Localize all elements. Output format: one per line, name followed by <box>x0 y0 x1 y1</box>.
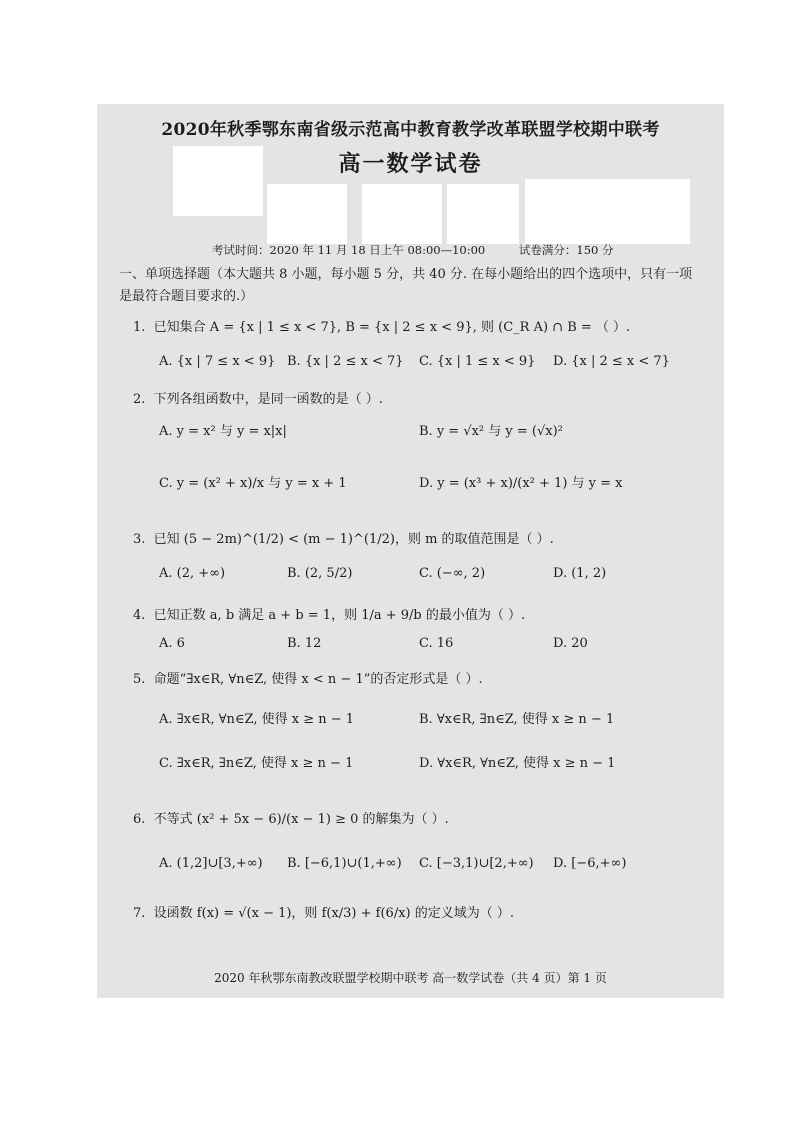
full-score: 试卷满分：150 分 <box>518 243 614 257</box>
option-b[interactable]: B. {x | 2 ≤ x < 7} <box>287 354 404 369</box>
section-heading: 一、单项选择题（本大题共 8 小题，每小题 5 分，共 40 分. 在每小题给出的四个选项中，只有一项是最符合题目要求的.） <box>119 267 693 304</box>
redacted-area <box>447 184 519 244</box>
redacted-area <box>525 179 690 244</box>
question-1: 1. 已知集合 A = {x | 1 ≤ x < 7}, B = {x | 2 ≤ x < 9}, 则 (C_R A) ∩ B = （ ）. <box>133 320 631 335</box>
exam-time: 考试时间：2020 年 11 月 18 日上午 08:00—10:00 <box>212 243 486 257</box>
option-b[interactable]: B. 12 <box>287 636 322 651</box>
exam-title: 2020年秋季鄂东南省级示范高中教育教学改革联盟学校期中联考 <box>161 120 660 140</box>
option-d[interactable]: D. [−6,+∞) <box>553 856 627 871</box>
option-a[interactable]: A. (2, +∞) <box>159 566 226 581</box>
option-c[interactable]: C. {x | 1 ≤ x < 9} <box>419 354 536 369</box>
page-footer: 2020 年秋鄂东南教改联盟学校期中联考 高一数学试卷（共 4 页）第 1 页 <box>214 971 607 985</box>
option-a[interactable]: A. ∃x∈R, ∀n∈Z, 使得 x ≥ n − 1 <box>159 712 355 727</box>
question-2: 2. 下列各组函数中，是同一函数的是（ ）. <box>133 392 383 407</box>
option-d[interactable]: D. {x | 2 ≤ x < 7} <box>553 354 670 369</box>
option-d[interactable]: D. 20 <box>553 636 588 651</box>
question-stem: 下列各组函数中，是同一函数的是（ ）. <box>153 392 383 407</box>
question-stem: 设函数 f(x) = √(x − 1)，则 f(x/3) + f(6/x) 的定义域为（ ）. <box>153 906 514 921</box>
option-d[interactable]: D. y = (x³ + x)/(x² + 1) 与 y = x <box>419 476 623 491</box>
option-b[interactable]: B. (2, 5/2) <box>287 566 353 581</box>
option-c[interactable]: C. [−3,1)∪[2,+∞) <box>419 856 534 871</box>
question-5: 5. 命题“∃x∈R, ∀n∈Z, 使得 x < n − 1”的否定形式是（ ）. <box>133 672 483 687</box>
option-c[interactable]: C. y = (x² + x)/x 与 y = x + 1 <box>159 476 347 491</box>
redacted-area <box>362 184 442 244</box>
option-d[interactable]: D. (1, 2) <box>553 566 607 581</box>
option-b[interactable]: B. y = √x² 与 y = (√x)² <box>419 424 563 439</box>
option-a[interactable]: A. 6 <box>159 636 185 651</box>
option-b[interactable]: B. [−6,1)∪(1,+∞) <box>287 856 402 871</box>
question-stem: 命题“∃x∈R, ∀n∈Z, 使得 x < n − 1”的否定形式是（ ）. <box>153 672 483 687</box>
exam-info <box>212 242 644 258</box>
exam-paper <box>97 104 724 998</box>
redacted-area <box>267 184 347 244</box>
option-a[interactable]: A. {x | 7 ≤ x < 9} <box>159 354 276 369</box>
option-a[interactable]: A. y = x² 与 y = x|x| <box>159 424 287 439</box>
option-c[interactable]: C. (−∞, 2) <box>419 566 486 581</box>
option-d[interactable]: D. ∀x∈R, ∀n∈Z, 使得 x ≥ n − 1 <box>419 756 616 771</box>
question-stem: 已知集合 A = {x | 1 ≤ x < 7}, B = {x | 2 ≤ x < 9}, 则 (C_R A) ∩ B = （ ）. <box>153 320 631 335</box>
exam-subtitle: 高一数学试卷 <box>338 151 483 177</box>
question-4: 4. 已知正数 a, b 满足 a + b = 1，则 1/a + 9/b 的最小值为（ ）. <box>133 608 526 623</box>
question-6: 6. 不等式 (x² + 5x − 6)/(x − 1) ≥ 0 的解集为（ ）. <box>133 812 449 827</box>
option-b[interactable]: B. ∀x∈R, ∃n∈Z, 使得 x ≥ n − 1 <box>419 712 615 727</box>
question-7: 7. 设函数 f(x) = √(x − 1)，则 f(x/3) + f(6/x) 的定义域为（ ）. <box>133 906 514 921</box>
question-3: 3. 已知 (5 − 2m)^(1/2) < (m − 1)^(1/2)，则 m 的取值范围是（ ）. <box>133 532 554 547</box>
option-c[interactable]: C. 16 <box>419 636 454 651</box>
question-stem: 不等式 (x² + 5x − 6)/(x − 1) ≥ 0 的解集为（ ）. <box>153 812 449 827</box>
question-stem: 已知正数 a, b 满足 a + b = 1，则 1/a + 9/b 的最小值为（ ）. <box>153 608 526 623</box>
option-a[interactable]: A. (1,2]∪[3,+∞) <box>159 856 263 871</box>
option-c[interactable]: C. ∃x∈R, ∃n∈Z, 使得 x ≥ n − 1 <box>159 756 354 771</box>
question-stem: 已知 (5 − 2m)^(1/2) < (m − 1)^(1/2)，则 m 的取值范围是（ ）. <box>153 532 554 547</box>
